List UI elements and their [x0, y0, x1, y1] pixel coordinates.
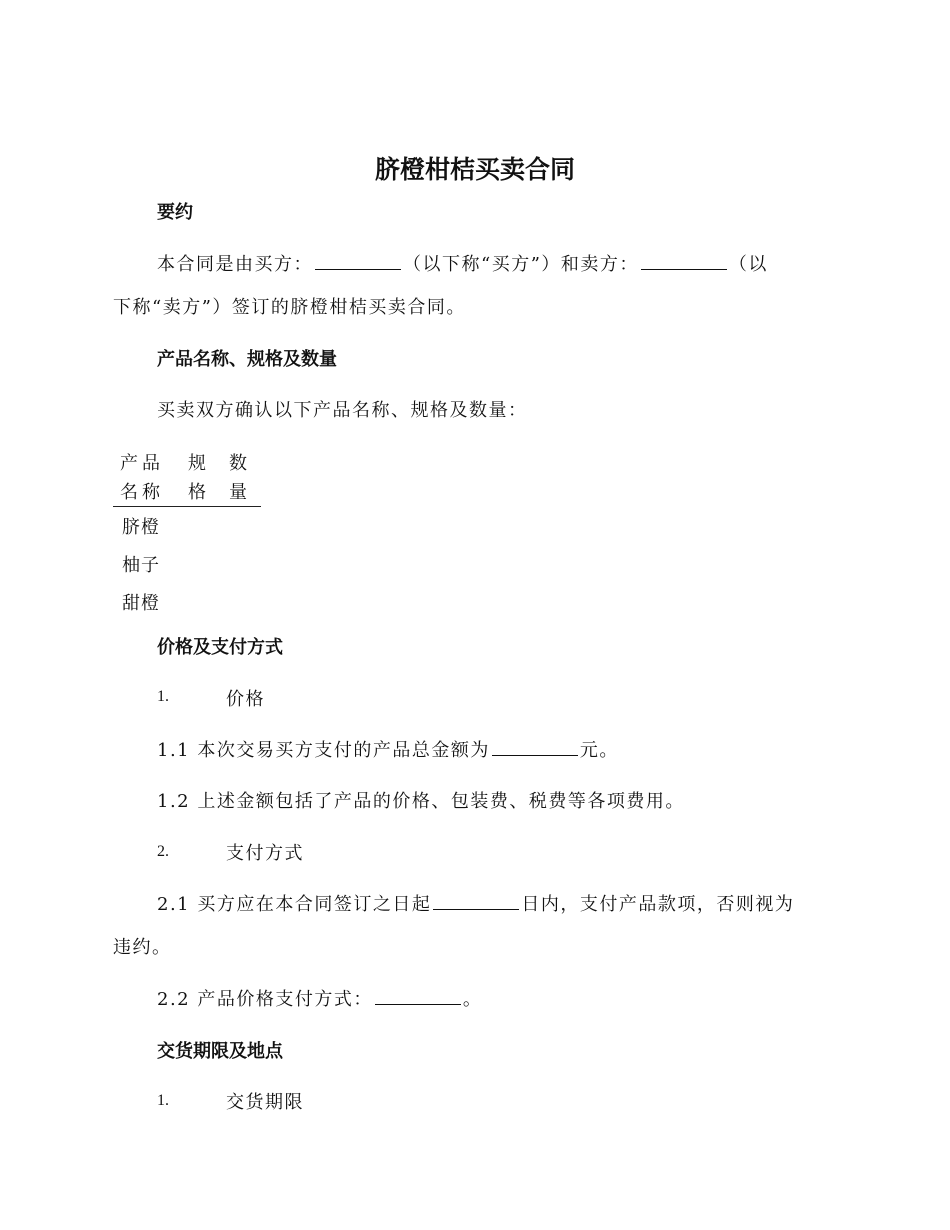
payment-clause-2-1-text-a: 2.1 买方应在本合同签订之日起: [157, 894, 432, 915]
table-header-qty: [229, 449, 251, 507]
table-header-spec: [188, 449, 210, 507]
section-heading-product: 产品名称、规格及数量: [157, 349, 337, 370]
price-item2-label: 支付方式: [226, 843, 304, 864]
payment-clause-2-2-text: 2.2 产品价格支付方式：: [157, 989, 373, 1010]
price-clause-1-2: 1.2 上述金额包括了产品的价格、包装费、税费等各项费用。: [157, 791, 685, 812]
payment-clause-2-1-line1: [157, 890, 794, 916]
section-heading-offer: 要约: [157, 202, 193, 223]
price-clause-1-1: [157, 736, 619, 762]
document-title: 脐橙柑桔买卖合同: [374, 155, 575, 184]
price-item1-number: 1.: [157, 688, 169, 705]
table-header-spec-line1: 规: [188, 453, 210, 474]
price-item1-label: 价格: [226, 689, 265, 710]
seller-name-blank: [641, 251, 727, 270]
offer-paragraph-line1: [157, 250, 768, 276]
product-intro: 买卖双方确认以下产品名称、规格及数量：: [157, 400, 528, 421]
table-header-spec-line2: 格: [188, 482, 210, 503]
price-clause-1-1-unit: 元。: [579, 740, 619, 761]
offer-text-b: （以下称“买方”）和卖方：: [403, 254, 639, 275]
payment-clause-2-2-end: 。: [462, 989, 483, 1010]
offer-paragraph-line2: 下称“卖方”）签订的脐橙柑桔买卖合同。: [113, 297, 466, 318]
delivery-item1-label: 交货期限: [226, 1092, 304, 1113]
delivery-item1-number: 1.: [157, 1092, 169, 1109]
table-header-name-line1: 产品: [120, 453, 164, 474]
price-clause-1-1-text: 1.1 本次交易买方支付的产品总金额为: [157, 740, 490, 761]
table-header-name-line2: 名称: [120, 482, 164, 503]
table-header-qty-line2: 量: [229, 482, 251, 503]
price-item2-number: 2.: [157, 843, 169, 860]
offer-text-a: 本合同是由买方：: [157, 254, 313, 275]
payment-clause-2-1-line2: 违约。: [113, 937, 172, 958]
section-heading-price: 价格及支付方式: [157, 637, 283, 658]
buyer-name-blank: [315, 251, 401, 270]
table-header-qty-line1: 数: [229, 453, 251, 474]
payment-method-blank: [375, 986, 461, 1005]
table-row-pomelo: 柚子: [122, 555, 160, 576]
section-heading-delivery: 交货期限及地点: [157, 1041, 283, 1062]
offer-text-c: （以: [728, 254, 768, 275]
payment-clause-2-1-text-b: 日内，支付产品款项，否则视为: [521, 894, 795, 915]
total-amount-blank: [492, 737, 578, 756]
table-row-sweet-orange: 甜橙: [122, 593, 160, 614]
payment-clause-2-2: [157, 985, 482, 1011]
table-row-navel-orange: 脐橙: [122, 517, 160, 538]
table-header-divider: [113, 506, 261, 507]
payment-days-blank: [433, 891, 519, 910]
table-header-name: [120, 449, 164, 507]
